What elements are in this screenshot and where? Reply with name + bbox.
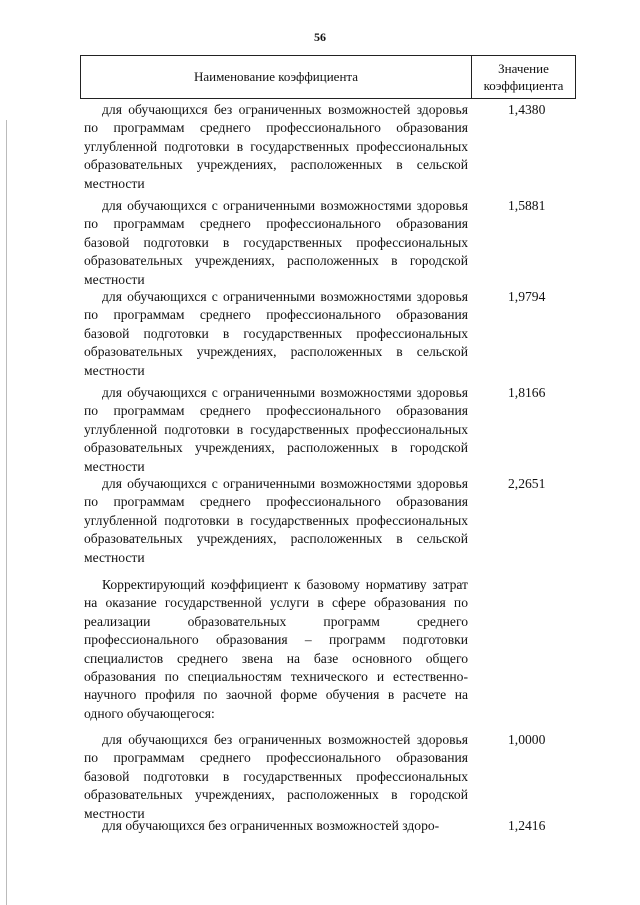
table-row [84, 101, 564, 193]
row-text: для обучающихся без ограниченных возможностей здоровья по программам среднего профессионального образования базовой подготовки в государственных профессиональных образовательных учреждениях, расположенных в городской местности [84, 732, 468, 821]
table-header [80, 55, 576, 99]
row-value: 1,2416 [508, 818, 546, 833]
row-value: 1,5881 [508, 198, 546, 213]
row-text: Корректирующий коэффициент к базовому нормативу затрат на оказание государственной услуги в сфере образования по реализации образовательных программ среднего профессионального образования – программ подготовки специалистов среднего звена на базе основного общего образования по специальностям технического и естественно-научного профиля по заочной форме обучения в расчете на одного обучающегося: [84, 577, 468, 721]
row-text: для обучающихся без ограниченных возможностей здоро- [102, 818, 440, 833]
table-row [84, 731, 564, 823]
row-value: 1,9794 [508, 289, 546, 304]
table-row [84, 288, 564, 380]
header-value-line2: коэффициента [483, 78, 564, 93]
table-row [84, 817, 564, 835]
row-text: для обучающихся с ограниченными возможностями здоровья по программам среднего профессионального образования углубленной подготовки в государственных профессиональных образовательных учреждениях, расположенных в городской местности [84, 385, 468, 474]
row-value: 1,4380 [508, 102, 546, 117]
row-value: 2,2651 [508, 476, 546, 491]
scan-edge [6, 120, 7, 905]
row-text: для обучающихся с ограниченными возможностями здоровья по программам среднего профессионального образования углубленной подготовки в государственных профессиональных образовательных учреждениях, расположенных в сельской местности [84, 476, 468, 565]
row-value: 1,0000 [508, 732, 546, 747]
page-number: 56 [314, 30, 326, 44]
table-row [84, 475, 564, 567]
table-row [84, 384, 564, 476]
table-row [84, 197, 564, 289]
header-value-line1: Значение [498, 61, 549, 76]
row-text: для обучающихся без ограниченных возможностей здоровья по программам среднего профессионального образования углубленной подготовки в государственных профессиональных образовательных учреждениях, расположенных в сельской местности [84, 102, 468, 191]
row-text: для обучающихся с ограниченными возможностями здоровья по программам среднего профессионального образования базовой подготовки в государственных профессиональных образовательных учреждениях, расположенных в сельской местности [84, 289, 468, 378]
header-value-column [472, 56, 575, 98]
row-text: для обучающихся с ограниченными возможностями здоровья по программам среднего профессионального образования базовой подготовки в государственных профессиональных образовательных учреждениях, расположенных в городской местности [84, 198, 468, 287]
section-heading [84, 576, 564, 723]
header-name-column: Наименование коэффициента [81, 56, 472, 98]
row-value: 1,8166 [508, 385, 546, 400]
